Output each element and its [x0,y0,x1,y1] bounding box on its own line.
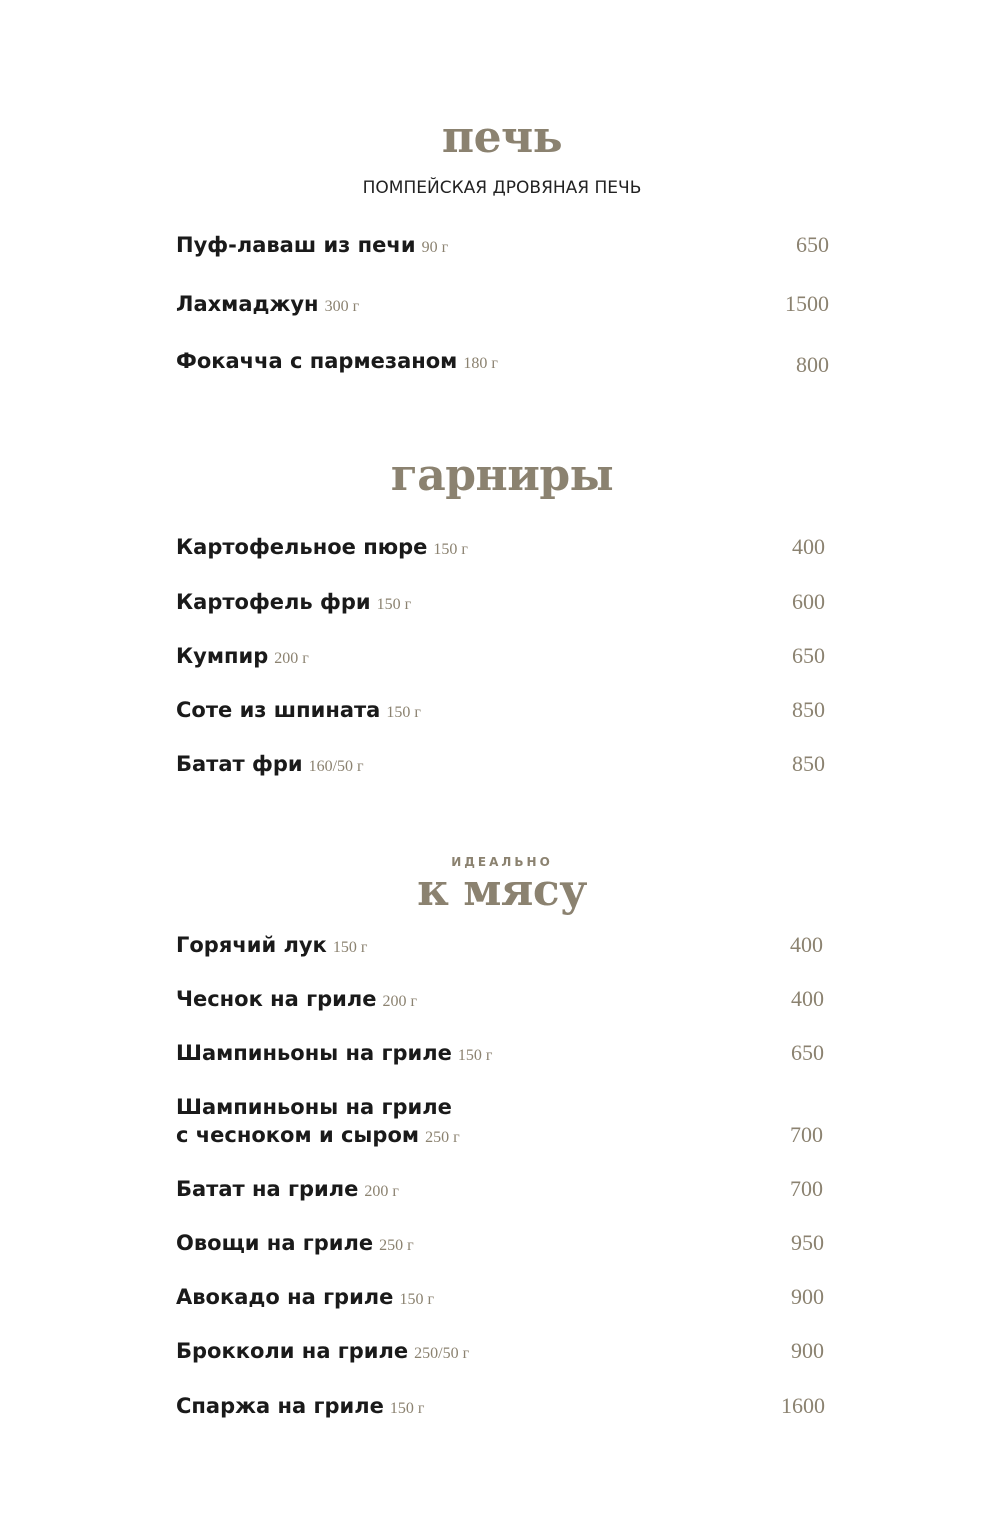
item-price: 950 [791,1230,824,1255]
menu-item [176,931,367,962]
item-price: 900 [791,1338,824,1363]
menu-item [176,1392,424,1423]
item-price: 600 [792,589,825,614]
section-kicker-meat: ИДЕАЛЬНО [451,855,553,869]
item-weight: 90 г [421,239,449,256]
item-name: Авокадо на гриле [176,1285,394,1309]
item-name: Батат фри [176,752,303,776]
menu-item [176,231,448,262]
menu-item [176,1337,469,1368]
item-price: 700 [790,1122,823,1147]
item-weight: 250 г [425,1129,460,1146]
item-weight: 300 г [324,298,360,315]
menu-item [176,347,498,378]
item-price: 650 [792,643,825,668]
item-weight: 180 г [463,355,498,372]
item-weight: 150 г [433,541,468,558]
item-name: Картофельное пюре [176,535,428,559]
item-weight: 150 г [332,939,368,956]
menu-item [176,588,411,619]
item-price: 650 [791,1040,824,1065]
menu-item [176,985,417,1016]
item-price: 1500 [785,291,829,316]
item-name: Лахмаджун [176,292,319,316]
item-name: Шампиньоны на гриле [176,1041,452,1065]
section-title-meat: к мясу [417,865,587,916]
item-price: 1600 [781,1393,825,1418]
item-price: 650 [796,232,829,257]
item-price: 400 [790,932,823,957]
item-name: Брокколи на гриле [176,1339,409,1363]
menu-item [176,1039,492,1070]
item-name: Кумпир [176,644,269,668]
menu-item [176,750,364,781]
section-title-sides: гарниры [390,450,614,501]
item-name: Чеснок на гриле [176,987,377,1011]
item-price: 850 [792,751,825,776]
item-weight: 150 г [376,596,412,613]
item-name-line2: с чесноком и сыром [176,1123,420,1147]
item-name: Соте из шпината [176,698,381,722]
section-subtitle-oven: ПОМПЕЙСКАЯ ДРОВЯНАЯ ПЕЧЬ [362,178,642,198]
menu-item [176,642,309,673]
menu-item [176,1283,434,1314]
menu-item [176,1175,399,1206]
item-name: Фокачча с пармезаном [176,349,458,373]
menu-item [176,290,359,321]
item-weight: 150 г [389,1400,425,1417]
item-weight: 150 г [386,704,421,721]
section-title-oven: печь [441,112,563,163]
item-weight: 250 г [379,1237,414,1254]
item-weight: 200 г [274,650,309,667]
item-name: Картофель фри [176,590,371,614]
menu-item [176,1093,460,1152]
item-name: Батат на гриле [176,1177,359,1201]
item-name: Горячий лук [176,933,327,957]
item-price: 850 [792,697,825,722]
item-weight: 150 г [399,1291,434,1308]
item-price: 900 [791,1284,824,1309]
item-weight: 160/50 г [308,758,364,775]
item-name: Овощи на гриле [176,1231,374,1255]
item-weight: 250/50 г [414,1345,470,1362]
item-name: Пуф-лаваш из печи [176,233,416,257]
item-name: Шампиньоны на гриле [176,1095,452,1119]
item-price: 800 [796,352,829,377]
menu-item [176,696,421,727]
item-weight: 200 г [364,1183,399,1200]
item-weight: 200 г [382,993,418,1010]
item-name: Спаржа на гриле [176,1394,384,1418]
item-price: 400 [791,986,824,1011]
item-price: 400 [792,534,825,559]
menu-item [176,533,468,564]
item-weight: 150 г [457,1047,493,1064]
item-price: 700 [790,1176,823,1201]
menu-item [176,1229,414,1260]
